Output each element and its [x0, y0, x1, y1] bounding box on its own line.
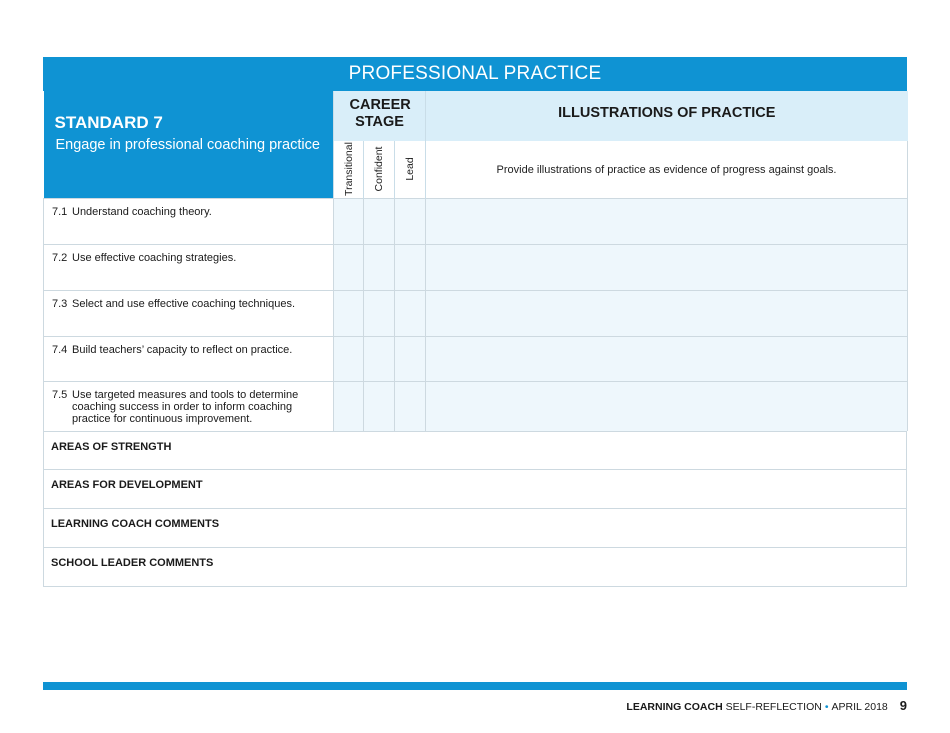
footer-bar: [43, 682, 907, 690]
confident-cell[interactable]: [364, 291, 395, 337]
standard-table: [43, 91, 908, 431]
table-row: [44, 337, 908, 382]
confident-cell[interactable]: [364, 382, 395, 431]
illustration-cell[interactable]: [426, 245, 908, 291]
footer-date: APRIL 2018: [831, 701, 888, 713]
transitional-cell[interactable]: [334, 291, 364, 337]
confident-cell[interactable]: [364, 337, 395, 382]
standard-title: STANDARD 7: [54, 113, 163, 132]
school-leader-comments-field[interactable]: SCHOOL LEADER COMMENTS: [43, 548, 907, 587]
transitional-cell[interactable]: [334, 382, 364, 431]
transitional-cell[interactable]: [334, 337, 364, 382]
illustrations-heading: ILLUSTRATIONS OF PRACTICE: [426, 91, 908, 141]
transitional-cell[interactable]: [334, 199, 364, 245]
illustration-cell[interactable]: [426, 337, 908, 382]
confident-cell[interactable]: [364, 245, 395, 291]
standard-header: [44, 91, 334, 199]
row-label: 7.4 Build teachers’ capacity to reflect on practice.: [44, 337, 334, 382]
lead-cell[interactable]: [395, 337, 426, 382]
areas-of-strength-field[interactable]: AREAS OF STRENGTH: [43, 431, 907, 470]
page-banner: PROFESSIONAL PRACTICE: [43, 57, 907, 91]
stage-col-confident: Confident: [364, 141, 395, 199]
lead-cell[interactable]: [395, 291, 426, 337]
areas-for-development-field[interactable]: AREAS FOR DEVELOPMENT: [43, 470, 907, 509]
row-label: 7.2 Use effective coaching strategies.: [44, 245, 334, 291]
illustration-cell[interactable]: [426, 382, 908, 431]
lead-cell[interactable]: [395, 199, 426, 245]
lead-cell[interactable]: [395, 382, 426, 431]
lead-cell[interactable]: [395, 245, 426, 291]
row-label: 7.3 Select and use effective coaching techniques.: [44, 291, 334, 337]
footer-title-bold: LEARNING COACH: [626, 701, 723, 713]
footer-separator: •: [824, 701, 829, 713]
illustration-cell[interactable]: [426, 199, 908, 245]
table-row: [44, 291, 908, 337]
table-row: [44, 245, 908, 291]
illustration-cell[interactable]: [426, 291, 908, 337]
practice-form: [43, 57, 907, 587]
transitional-cell[interactable]: [334, 245, 364, 291]
career-stage-label: CAREER STAGE: [349, 97, 411, 130]
footer: [626, 698, 907, 713]
standard-subtitle: Engage in professional coaching practice: [55, 137, 320, 153]
confident-cell[interactable]: [364, 199, 395, 245]
table-row: [44, 199, 908, 245]
stage-col-lead: Lead: [395, 141, 426, 199]
illustrations-prompt: Provide illustrations of practice as evidence of progress against goals.: [426, 141, 908, 199]
learning-coach-comments-field[interactable]: LEARNING COACH COMMENTS: [43, 509, 907, 548]
stage-col-transitional: Transitional: [334, 141, 364, 199]
row-label: 7.5 Use targeted measures and tools to determine coaching success in order to inform coaching practice for continuous improvement.: [44, 382, 334, 431]
row-label: 7.1 Understand coaching theory.: [44, 199, 334, 245]
footer-title-rest: SELF-REFLECTION: [722, 701, 822, 713]
table-row: [44, 382, 908, 431]
career-stage-heading: [334, 91, 426, 141]
page-number: 9: [899, 698, 907, 713]
